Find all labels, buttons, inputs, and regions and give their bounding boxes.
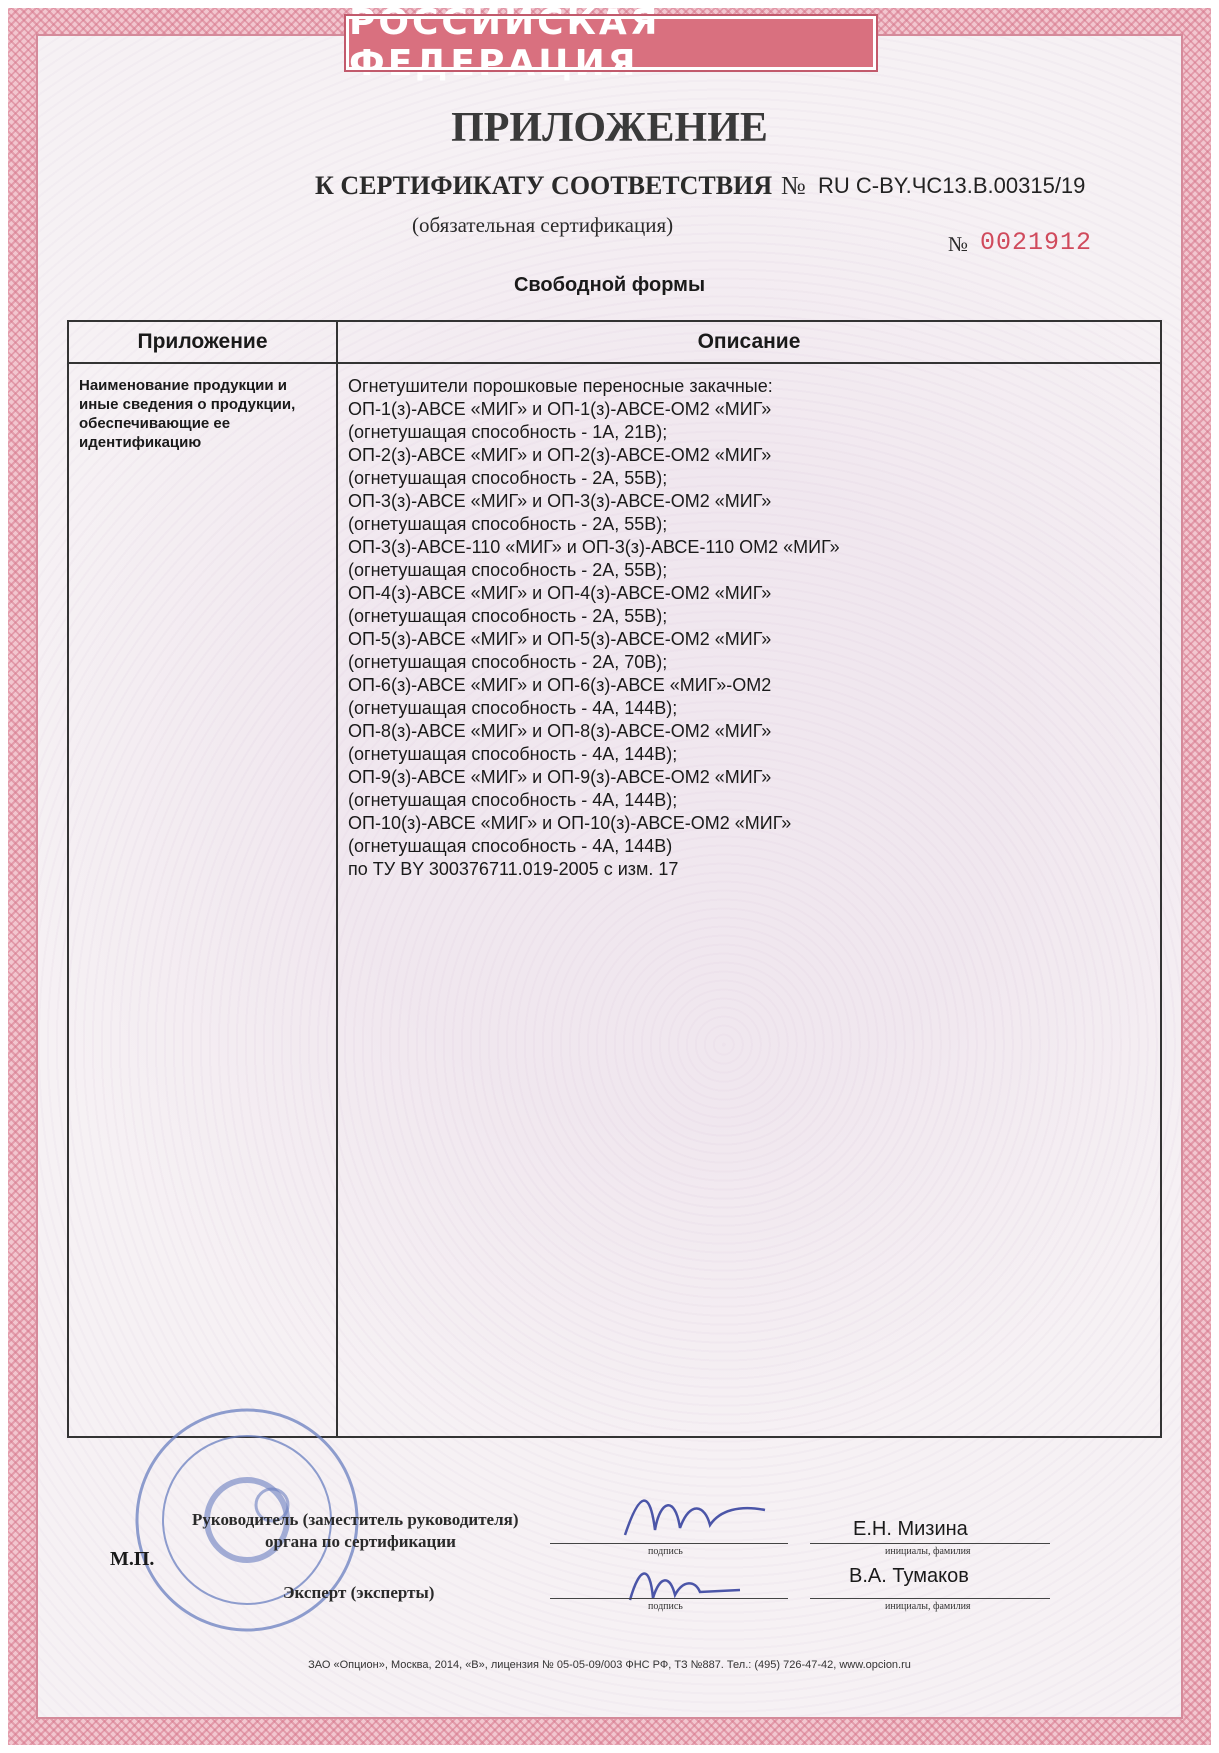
description-line: ОП-5(з)-АВСЕ «МИГ» и ОП-5(з)-АВСЕ-ОМ2 «МИГ» bbox=[348, 629, 772, 649]
initials-caption-2: инициалы, фамилия bbox=[885, 1601, 971, 1612]
expert-name: В.А. Тумаков bbox=[849, 1565, 969, 1587]
description-line: ОП-4(з)-АВСЕ «МИГ» и ОП-4(з)-АВСЕ-ОМ2 «МИГ» bbox=[348, 583, 772, 603]
product-label-cell bbox=[68, 363, 337, 1437]
table-header-row bbox=[68, 321, 1161, 363]
form-type: Свободной формы bbox=[513, 274, 706, 296]
initials-line-2 bbox=[810, 1598, 1050, 1599]
head-signature bbox=[620, 1480, 770, 1550]
description-line: (огнетушащая способность - 4А, 144В); bbox=[348, 698, 678, 718]
description-line: ОП-10(з)-АВСЕ «МИГ» и ОП-10(з)-АВСЕ-ОМ2 «МИГ» bbox=[348, 813, 792, 833]
head-label-line-1: Руководитель (заместитель руководителя) bbox=[192, 1510, 519, 1529]
description-line: по ТУ BY 300376711.019-2005 с изм. 17 bbox=[348, 859, 679, 879]
description-line: ОП-8(з)-АВСЕ «МИГ» и ОП-8(з)-АВСЕ-ОМ2 «МИГ» bbox=[348, 721, 772, 741]
page-title: ПРИЛОЖЕНИЕ bbox=[451, 105, 768, 151]
label-line: идентификацию bbox=[79, 434, 202, 451]
initials-line-1 bbox=[810, 1543, 1050, 1544]
description-line: (огнетушащая способность - 4А, 144В) bbox=[348, 836, 673, 856]
expert-label: Эксперт (эксперты) bbox=[283, 1583, 435, 1602]
description-cell bbox=[337, 363, 1161, 1437]
label-line: иные сведения о продукции, bbox=[79, 396, 296, 413]
description-line: Огнетушители порошковые переносные закачные: bbox=[348, 376, 773, 396]
label-line: обеспечивающие ее bbox=[79, 415, 231, 432]
table-row bbox=[68, 363, 1161, 1437]
description-line: (огнетушащая способность - 2А, 55В); bbox=[348, 560, 668, 580]
description-line: (огнетушащая способность - 2А, 70В); bbox=[348, 652, 668, 672]
head-label-line-2: органа по сертификации bbox=[265, 1532, 456, 1551]
country-banner bbox=[346, 2, 876, 84]
initials-caption-1: инициалы, фамилия bbox=[885, 1546, 971, 1557]
signature-caption-1: подпись bbox=[648, 1546, 683, 1557]
description-line: ОП-2(з)-АВСЕ «МИГ» и ОП-2(з)-АВСЕ-ОМ2 «МИГ» bbox=[348, 445, 772, 465]
printer-footer: ЗАО «Опцион», Москва, 2014, «В», лицензия № 05-05-09/003 ФНС РФ, ТЗ №887. Тел.: (495) 726-47-42, www.opcion.ru bbox=[308, 1659, 911, 1671]
signature-caption-2: подпись bbox=[648, 1601, 683, 1612]
serial-number: 0021912 bbox=[980, 228, 1093, 257]
description-line: ОП-1(з)-АВСЕ «МИГ» и ОП-1(з)-АВСЕ-ОМ2 «МИГ» bbox=[348, 399, 772, 419]
description-line: ОП-3(з)-АВСЕ-110 «МИГ» и ОП-3(з)-АВСЕ-110 ОМ2 «МИГ» bbox=[348, 537, 840, 557]
serial-label: № bbox=[948, 232, 969, 256]
seal-place-label: М.П. bbox=[110, 1548, 155, 1570]
column-header-appendix: Приложение bbox=[68, 321, 337, 363]
description-line: ОП-3(з)-АВСЕ «МИГ» и ОП-3(з)-АВСЕ-ОМ2 «МИГ» bbox=[348, 491, 772, 511]
label-line: Наименование продукции и bbox=[79, 377, 288, 394]
column-header-description: Описание bbox=[337, 321, 1161, 363]
description-line: (огнетушащая способность - 4А, 144В); bbox=[348, 790, 678, 810]
number-label: № bbox=[781, 171, 806, 200]
head-name: Е.Н. Мизина bbox=[853, 1518, 968, 1540]
description-line: (огнетушащая способность - 2А, 55В); bbox=[348, 514, 668, 534]
description-line: (огнетушащая способность - 4А, 144В); bbox=[348, 744, 678, 764]
description-line: (огнетушащая способность - 1А, 21В); bbox=[348, 422, 668, 442]
description-line: ОП-9(з)-АВСЕ «МИГ» и ОП-9(з)-АВСЕ-ОМ2 «МИГ» bbox=[348, 767, 772, 787]
description-line: (огнетушащая способность - 2А, 55В); bbox=[348, 468, 668, 488]
certificate-subtitle: К СЕРТИФИКАТУ СООТВЕТСТВИЯ bbox=[315, 171, 773, 200]
description-line: ОП-6(з)-АВСЕ «МИГ» и ОП-6(з)-АВСЕ «МИГ»-ОМ2 bbox=[348, 675, 772, 695]
expert-signature bbox=[625, 1560, 745, 1610]
description-line: (огнетушащая способность - 2А, 55В); bbox=[348, 606, 668, 626]
appendix-table bbox=[67, 320, 1162, 1438]
certificate-number: RU C-BY.ЧС13.В.00315/19 bbox=[818, 173, 1086, 198]
signature-line-1 bbox=[550, 1543, 788, 1544]
banner-text: РОССИЙСКАЯ ФЕДЕРАЦИЯ bbox=[349, 2, 661, 84]
signature-line-2 bbox=[550, 1598, 788, 1599]
certification-type: (обязательная сертификация) bbox=[412, 213, 674, 237]
